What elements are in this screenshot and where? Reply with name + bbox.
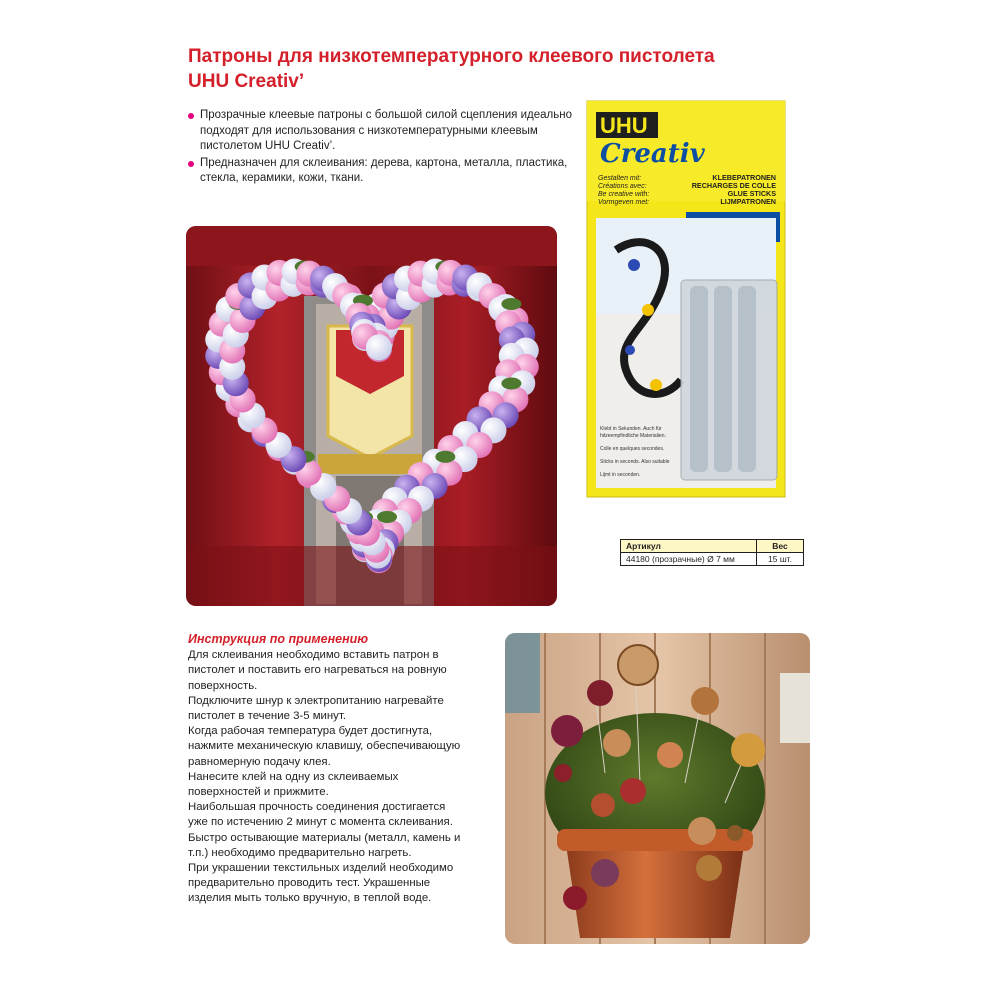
instruction-line: Быстро остывающие материалы (металл, камень и [188,831,461,844]
svg-text:Klebt in Sekunden. Auch für: Klebt in Sekunden. Auch für [600,426,662,432]
svg-text:KLEBEPATRONEN: KLEBEPATRONEN [712,173,776,182]
title-line-2: UHU Creativ’ [188,71,305,92]
instruction-line: поверхностей и прижмите. [188,786,329,799]
ivy-leaf [377,511,397,523]
instruction-line: пистолет в течение 3-5 минут. [188,710,346,723]
instructions [188,632,488,907]
title-line-1: Патроны для низкотемпературного клеевого пистолета [188,46,715,67]
svg-text:hitzeempfindliche Materialien.: hitzeempfindliche Materialien. [600,433,666,439]
ivy-leaf [501,298,521,310]
feature-item [188,156,578,187]
bullet-icon [188,161,194,167]
instruction-line: изделия мыть только вручную, в теплой воде. [188,892,432,905]
svg-text:Lijmt in seconden.: Lijmt in seconden. [600,472,641,478]
instructions-title: Инструкция по применению [188,632,369,646]
svg-text:LIJMPATRONEN: LIJMPATRONEN [720,197,776,206]
svg-text:Colle en quelques secondes.: Colle en quelques secondes. [600,446,665,452]
instruction-line: Нанесите клей на одну из склеиваемых [188,770,399,783]
article-cell: 44180 (прозрачные) Ø 7 мм [621,553,757,566]
instruction-line: равномерную подачу клея. [188,755,331,768]
bullet-icon [188,113,194,119]
instruction-line: нажмите механическую клавишу, обеспечивающую [188,740,461,753]
page-title [188,44,828,94]
feature-item [188,108,578,155]
svg-text:Gestalten mit:: Gestalten mit: [598,175,642,182]
instruction-line: Наибольшая прочность соединения достигается [188,801,446,814]
instruction-line: Для склеивания необходимо вставить патрон в [188,649,439,662]
instruction-line: т.п.) необходимо предварительно нагреть. [188,846,412,859]
spec-table [620,539,804,566]
svg-text:Be creative with:: Be creative with: [598,191,650,198]
instruction-line: Когда рабочая температура будет достигнута, [188,725,433,738]
feature-list [188,108,578,188]
instruction-line: уже по истечению 2 минут с момента склеивания. [188,816,453,829]
svg-text:GLUE STICKS: GLUE STICKS [727,189,776,198]
svg-text:RECHARGES DE COLLE: RECHARGES DE COLLE [691,181,776,190]
feature-text: Предназначен для склеивания: дерева, картона, металла, пластика, стекла, керамики, кожи, ткани. [200,156,568,184]
column-header-weight: Вес [757,540,804,553]
table-row [621,553,804,566]
instruction-line: Подключите шнур к электропитанию нагревайте [188,694,444,707]
weight-cell: 15 шт. [757,553,804,566]
instruction-line: При украшении текстильных изделий необходимо [188,862,454,875]
feature-text: Прозрачные клеевые патроны с большой силой сцепления идеально подходят для использования с низкотемпературными клеевым пистолетом UHU Creativ’. [200,109,572,152]
column-header-article: Артикул [621,540,757,553]
instruction-line: поверхность. [188,679,258,692]
instruction-line: предварительно проводить тест. Украшенные [188,877,431,890]
instruction-line: пистолет и поставить его нагреваться на ровную [188,664,447,677]
ivy-leaf [501,377,521,389]
balloon [366,334,392,360]
svg-text:Créations avec:: Créations avec: [598,183,647,190]
balloon-heart-photo [186,226,557,606]
svg-text:Vormgeven met:: Vormgeven met: [598,199,650,206]
svg-text:UHU: UHU [600,113,648,138]
svg-text:Creativ: Creativ [600,139,705,169]
topiary-balls-photo [505,633,810,944]
ivy-leaf [435,451,455,463]
svg-text:Sticks in seconds. Also suitab: Sticks in seconds. Also suitable [600,459,670,465]
uhu-glue-package [586,100,786,498]
